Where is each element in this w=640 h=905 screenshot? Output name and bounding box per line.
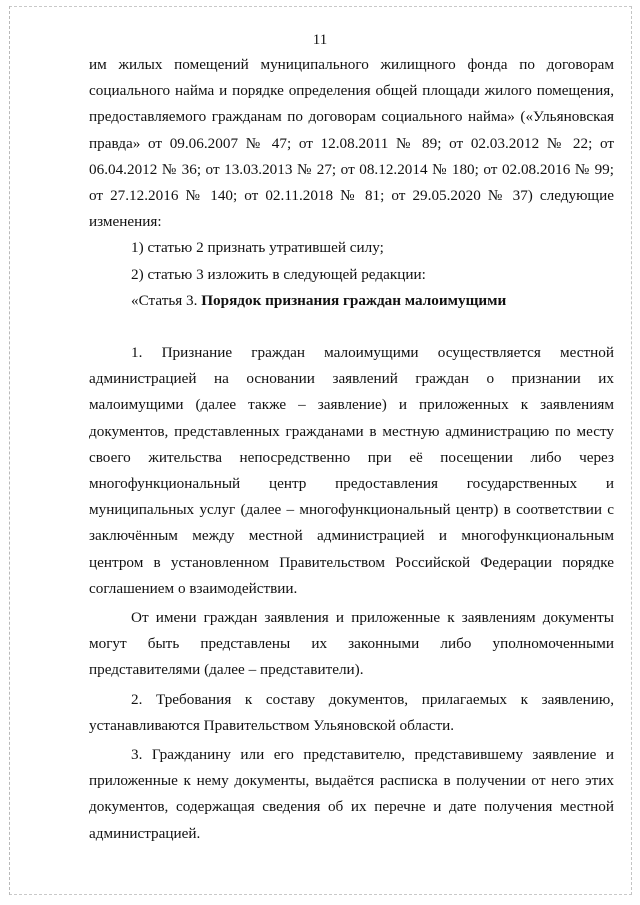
article-prefix: «Статья 3. bbox=[131, 291, 202, 309]
list-item-1: 1) статью 2 признать утратившей силу; bbox=[131, 239, 384, 257]
scan-border-bottom bbox=[9, 894, 632, 895]
list-item-2: 2) статью 3 изложить в следующей редакции: bbox=[131, 265, 426, 283]
clause-1: 1. Признание граждан малоимущими осуществляется местной администрацией на основании заявлений граждан о признании их малоимущими (далее также – заявление) и приложенных к заявлениям документов, представленных гражданами в местную администрацию по месту своего жительства непосредственно при её посещении либо через многофункциональный центр предоставления государственных и муниципальных услуг (далее – многофункциональный центр) в соответствии с заключённым между местной администрацией и многофункциональным центром в установленном Правительством Российской Федерации порядке соглашением о взаимодействии. bbox=[89, 344, 614, 597]
clause-1-continued: От имени граждан заявления и приложенные к заявлениям документы могут быть представлены их законными либо уполномоченными представителями (далее – представители). bbox=[89, 609, 614, 679]
article-title: Порядок признания граждан малоимущими bbox=[201, 291, 507, 309]
scan-border-left bbox=[9, 6, 10, 895]
scan-border-right bbox=[631, 6, 632, 895]
article-heading bbox=[89, 288, 614, 314]
clause-3: 3. Гражданину или его представителю, представившему заявление и приложенные к нему документы, выдаётся расписка в получении от него этих документов, содержащая сведения об их перечне и дате получения местной администрацией. bbox=[89, 746, 614, 842]
scan-border-top bbox=[9, 6, 632, 7]
document-body bbox=[89, 52, 614, 847]
page-number: 11 bbox=[312, 32, 328, 48]
intro-paragraph: им жилых помещений муниципального жилищного фонда по договорам социального найма и порядке определения общей площади жилого помещения, предоставляемого гражданам по договорам социального найма» («Ульяновская правда» от 09.06.2007 № 47; от 12.08.2011 № 89; от 02.03.2012 № 22; от 06.04.2012 № 36; от 13.03.2013 № 27; от 08.12.2014 № 180; от 02.08.2016 № 99; от 27.12.2016 № 140; от 02.11.2018 № 81; от 29.05.2020 № 37) следующие изменения: bbox=[89, 56, 614, 231]
clause-2: 2. Требования к составу документов, прилагаемых к заявлению, устанавливаются Правительством Ульяновской области. bbox=[89, 690, 614, 734]
